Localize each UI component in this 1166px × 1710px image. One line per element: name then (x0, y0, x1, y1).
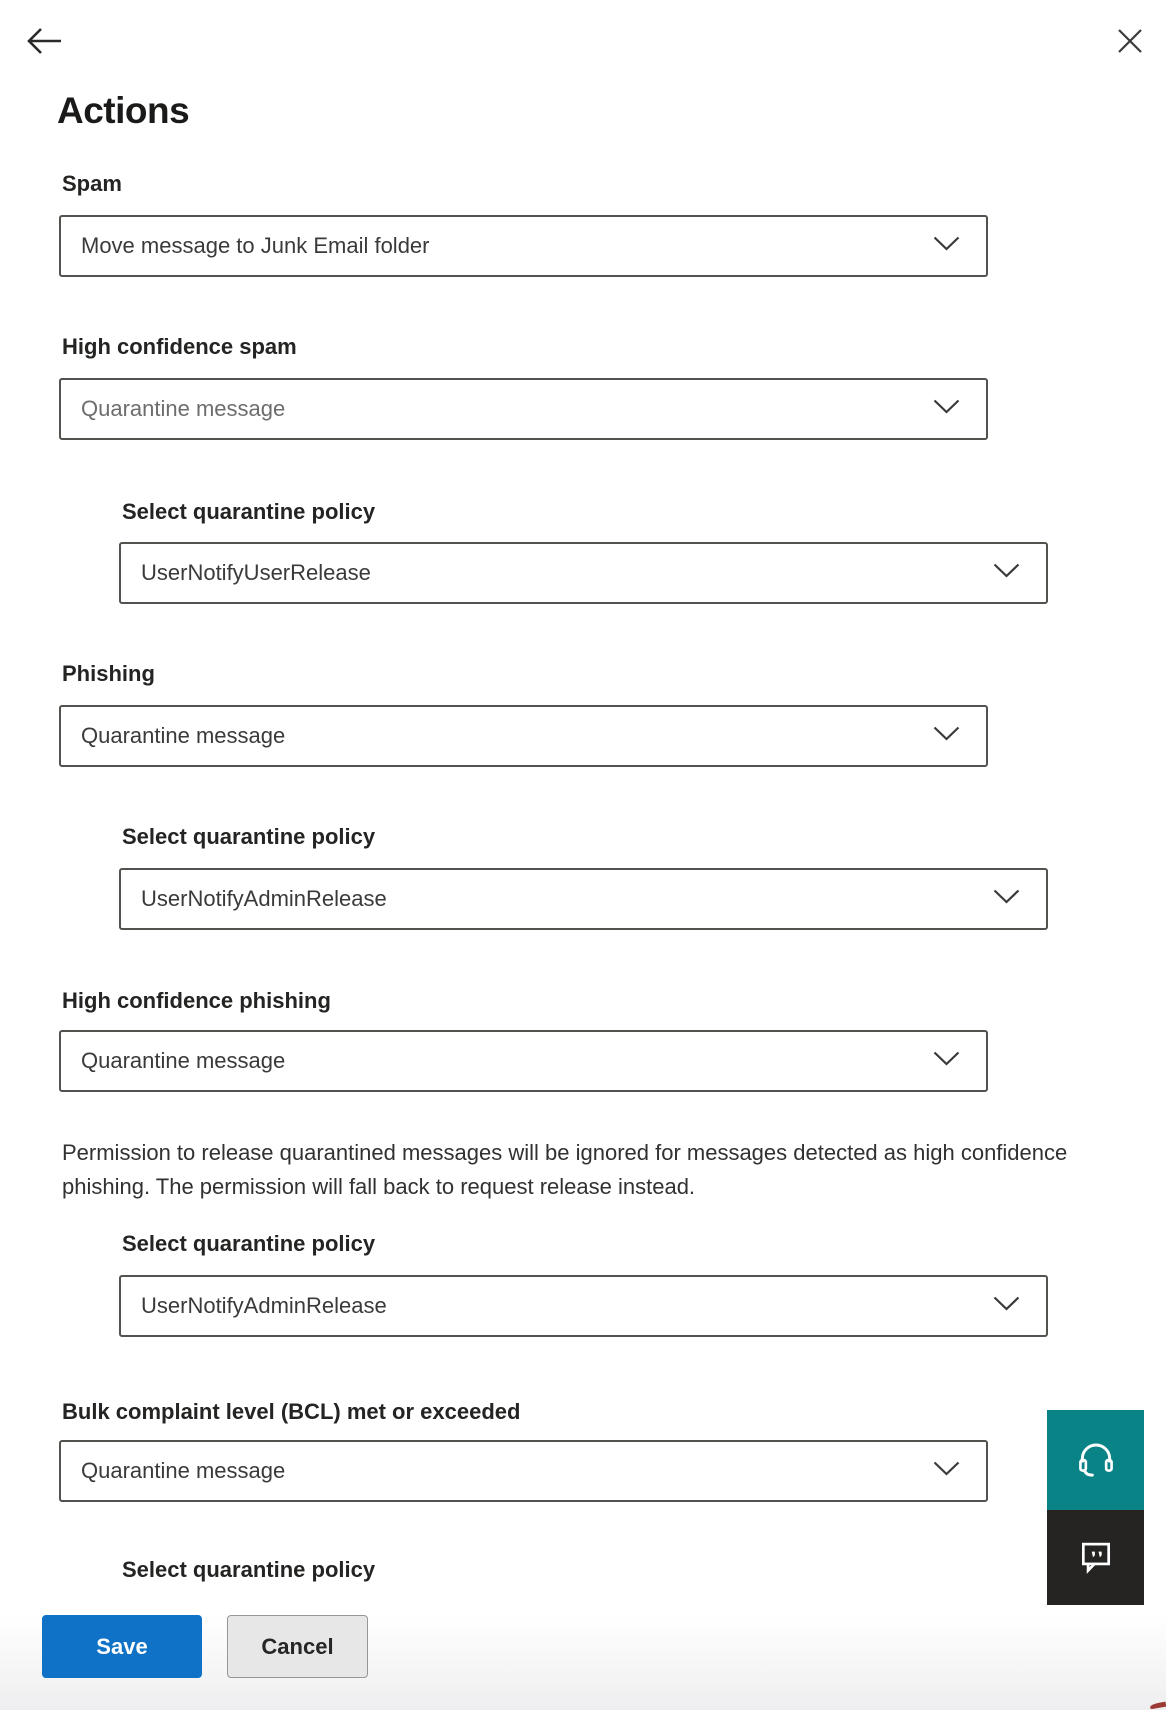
chevron-down-icon (933, 1461, 960, 1481)
phishing-action-dropdown[interactable] (59, 705, 988, 767)
feedback-button[interactable] (1047, 1510, 1144, 1605)
high-confidence-spam-selected-value: Quarantine message (81, 396, 286, 421)
spam-action-dropdown[interactable] (59, 215, 988, 277)
quarantine-policy-selected-value: UserNotifyAdminRelease (141, 886, 387, 911)
spam-label: Spam (62, 171, 122, 196)
quarantine-policy-label-bcl: Select quarantine policy (122, 1557, 376, 1582)
quarantine-policy-dropdown-hc-phishing[interactable] (119, 1275, 1048, 1337)
chevron-down-icon (993, 1296, 1020, 1316)
quarantine-policy-label-spam: Select quarantine policy (122, 499, 376, 524)
quarantine-policy-dropdown-phishing[interactable] (119, 868, 1048, 930)
quarantine-policy-dropdown-spam[interactable] (119, 542, 1048, 604)
support-button[interactable] (1047, 1410, 1144, 1510)
close-icon (1116, 27, 1144, 58)
chevron-down-icon (933, 726, 960, 746)
high-confidence-phishing-selected-value: Quarantine message (81, 1048, 286, 1073)
high-confidence-phishing-action-dropdown[interactable] (59, 1030, 988, 1092)
quarantine-policy-label-phishing: Select quarantine policy (122, 824, 376, 849)
arrow-left-icon (25, 25, 63, 60)
high-confidence-spam-action-dropdown[interactable] (59, 378, 988, 440)
quarantine-policy-label-hc-phishing: Select quarantine policy (122, 1231, 376, 1256)
headset-icon (1075, 1438, 1117, 1483)
bcl-action-dropdown[interactable] (59, 1440, 988, 1502)
high-confidence-phishing-label: High confidence phishing (62, 988, 331, 1013)
phishing-selected-value: Quarantine message (81, 723, 286, 748)
chevron-down-icon (993, 563, 1020, 583)
chevron-down-icon (993, 889, 1020, 909)
chevron-down-icon (933, 1051, 960, 1071)
spam-action-selected-value: Move message to Junk Email folder (81, 233, 430, 258)
bcl-selected-value: Quarantine message (81, 1458, 286, 1483)
page-title: Actions (57, 90, 190, 131)
bcl-label: Bulk complaint level (BCL) met or exceeded (62, 1399, 521, 1424)
footer-bar (0, 1585, 1166, 1710)
save-button[interactable]: Save (42, 1615, 202, 1678)
close-button[interactable] (1112, 24, 1148, 60)
quarantine-policy-selected-value: UserNotifyUserRelease (141, 560, 371, 585)
phishing-label: Phishing (62, 661, 155, 686)
chevron-down-icon (933, 236, 960, 256)
high-confidence-phishing-note: Permission to release quarantined messages will be ignored for messages detected as high confidence phishing. The permission will fall back to request release instead. (62, 1140, 1068, 1199)
back-button[interactable] (24, 24, 64, 60)
chevron-down-icon (933, 399, 960, 419)
quarantine-policy-selected-value: UserNotifyAdminRelease (141, 1293, 387, 1318)
high-confidence-spam-label: High confidence spam (62, 334, 297, 359)
cancel-button[interactable]: Cancel (227, 1615, 368, 1678)
chat-icon (1077, 1537, 1115, 1578)
